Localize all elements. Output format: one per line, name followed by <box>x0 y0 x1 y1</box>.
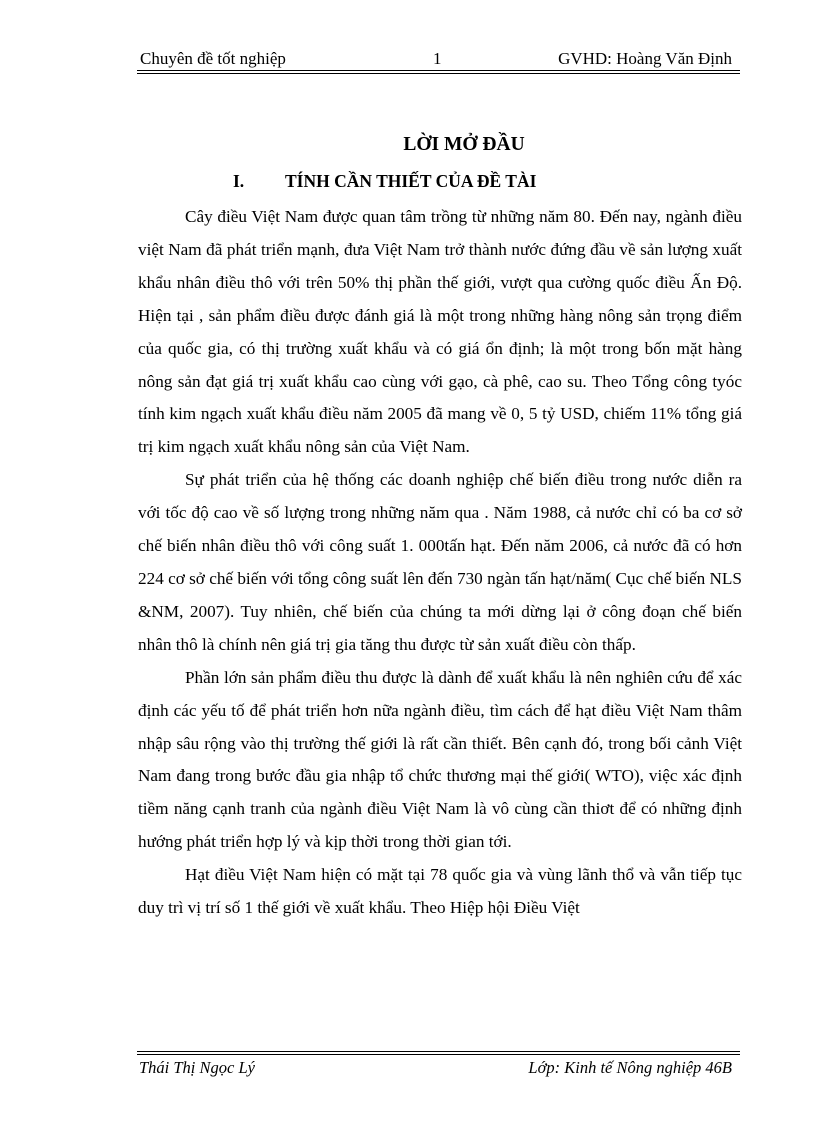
footer-divider <box>137 1051 740 1052</box>
footer-divider-secondary <box>137 1054 740 1055</box>
page-header <box>137 47 740 71</box>
header-document-type: Chuyên đề tốt nghiệp <box>140 49 286 68</box>
paragraph-1: Cây điều Việt Nam được quan tâm trồng từ những năm 80. Đến nay, ngành điều việt Nam đã phát triển mạnh, đưa Việt Nam trở thành nước đứng đầu về sản lượng xuất khẩu nhân điều thô với trên 50% thị phần thế giới, vượt qua cường quốc điều Ấn Độ. Hiện tại , sản phẩm điều được đánh giá là một trong những hàng nông sản trọng điểm của quốc gia, có thị trường xuất khẩu và có giá ổn định; là một trong bốn mặt hàng nông sản đạt giá trị xuất khẩu cao cùng với gạo, cà phê, cao su. Theo Tổng công tyóc tính kim ngạch xuất khẩu điều năm 2005 đã mang về 0, 5 tỷ USD, chiếm 11% tổng giá trị kim ngạch xuất khẩu nông sản của Việt Nam. <box>138 207 742 457</box>
paragraph-4: Hạt điều Việt Nam hiện có mặt tại 78 quốc gia và vùng lãnh thổ và vẫn tiếp tục duy trì vị trí số 1 thế giới về xuất khẩu. Theo Hiệp hội Điều Việt <box>138 865 742 918</box>
paragraph-2: Sự phát triển của hệ thống các doanh nghiệp chế biến điều trong nước diễn ra với tốc độ cao về số lượng trong những năm qua . Năm 1988, cả nước chỉ có ba cơ sở chế biến nhân điều thô với công suất 1. 000tấn hạt. Đến năm 2006, cả nước đã có hơn 224 cơ sở chế biến với tổng công suất lên đến 730 ngàn tấn hạt/năm( Cục chế biến NLS &NM, 2007). Tuy nhiên, chế biến của chúng ta mới dừng lại ở công đoạn chế biến nhân thô là chính nên giá trị gia tăng thu được từ sản xuất điều còn thấp. <box>138 470 742 654</box>
body-text <box>138 201 742 925</box>
footer-class: Lớp: Kinh tế Nông nghiệp 46B <box>528 1058 732 1077</box>
section-number: I. <box>233 171 245 191</box>
footer-author: Thái Thị Ngọc Lý <box>139 1058 255 1077</box>
header-supervisor: GVHD: Hoàng Văn Định <box>558 49 732 68</box>
header-divider <box>137 70 740 71</box>
paragraph-3: Phần lớn sản phẩm điều thu được là dành để xuất khẩu là nên nghiên cứu để xác định các yếu tố để phát triển hơn nữa ngành điều, tìm cách để hạt điều Việt Nam thâm nhập sâu rộng vào thị trường thế giới là rất cần thiết. Bên cạnh đó, trong bối cảnh Việt Nam đang trong bước đầu gia nhập tổ chức thương mại thế giới( WTO), việc xác định tiềm năng cạnh tranh của ngành điều Việt Nam là vô cùng cần thiơt để có những định hướng phát triển hợp lý và kịp thời trong thời gian tới. <box>138 667 742 852</box>
section-title: TÍNH CẦN THIẾT CỦA ĐỀ TÀI <box>285 171 537 191</box>
header-page-number: 1 <box>433 49 442 68</box>
page-title: LỜI MỞ ĐẦU <box>403 134 525 155</box>
header-divider-secondary <box>137 73 740 74</box>
